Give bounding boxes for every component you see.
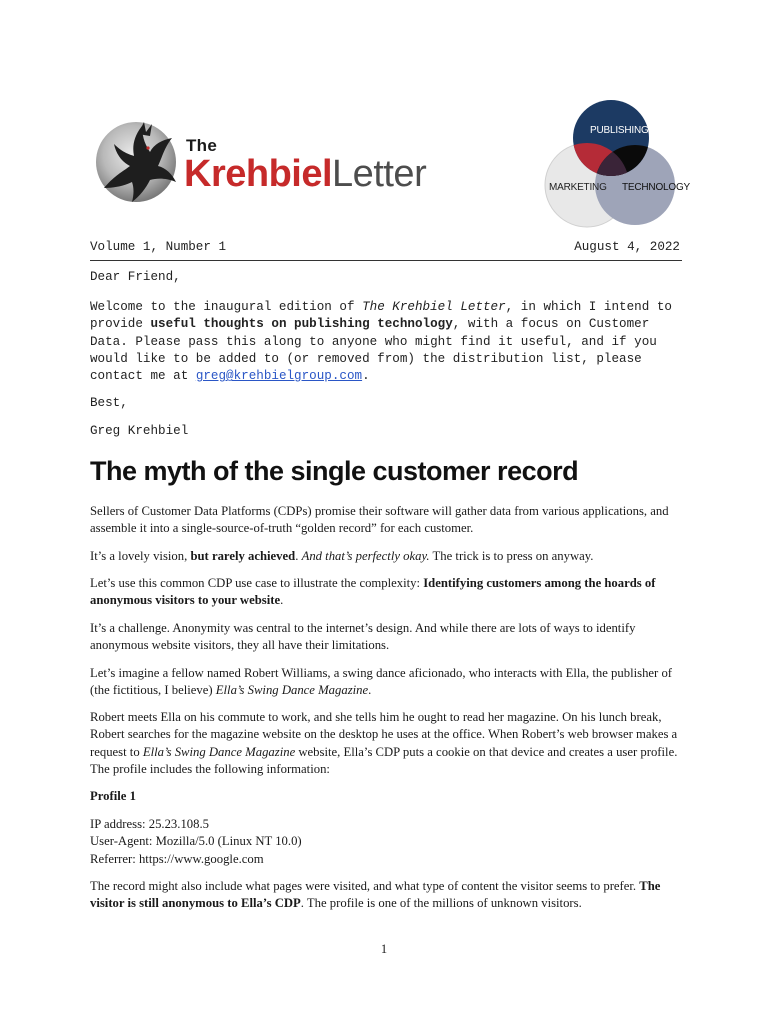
- closing: Best,: [90, 396, 128, 410]
- article-paragraph-3: [90, 575, 690, 610]
- venn-circles: [542, 100, 680, 228]
- para3-text-a: Let’s use this common CDP use case to illustrate the complexity:: [90, 576, 424, 590]
- article-paragraph-1: Sellers of Customer Data Platforms (CDPs) promise their software will gather data from various applications, and assemble it into a single-source-of-truth “golden record” for each customer.: [90, 504, 669, 536]
- para2-text-c: The trick is to press on anyway.: [429, 549, 594, 563]
- logo-wordmark: [184, 152, 426, 196]
- para5-text-b: .: [368, 683, 372, 698]
- profile-ip-address: IP address: 25.23.108.5: [90, 817, 209, 831]
- para2-bold: but rarely achieved: [190, 549, 296, 563]
- para7-text-a: The record might also include what pages were visited, and what type of content the visitor seems to prefer.: [90, 879, 640, 893]
- logo-the-text: The: [186, 136, 218, 155]
- para6-text-b: website, Ella’s CDP puts a cookie on that device and creates a user profile. The profile includes the following information:: [90, 744, 678, 777]
- para2-italic: And that’s perfectly okay.: [301, 549, 430, 563]
- krehbiel-letter-logo: [92, 118, 462, 210]
- para3-bold: Identifying customers among the hoards of anonymous visitors to your website: [90, 576, 656, 608]
- profile-details: [90, 816, 690, 868]
- intro-text-4: .: [362, 369, 370, 384]
- venn-label-technology: TECHNOLOGY: [622, 182, 691, 193]
- venn-label-marketing: MARKETING: [549, 182, 607, 193]
- intro-emphasis: useful thoughts on publishing technology: [150, 317, 453, 332]
- raven-emblem-icon: [92, 118, 184, 210]
- salutation: Dear Friend,: [90, 270, 181, 284]
- article-paragraph-4: It’s a challenge. Anonymity was central to the internet’s design. And while there are lots of ways to identify anonymous website visitors, they all have their limitations.: [90, 621, 636, 653]
- signature: Greg Krehbiel: [90, 424, 189, 438]
- para6-text-a: Robert meets Ella on his commute to work, and she tells him he ought to read her magazine. On his lunch break, Robert searches for the magazine website on the desktop he uses at the office. When Robert’s web browser makes a request to: [90, 710, 678, 759]
- logo-brand-text: Krehbiel: [184, 153, 333, 195]
- intro-text-2: , in which I intend to provide: [90, 300, 672, 332]
- venn-label-publishing: PUBLISHING: [590, 125, 649, 136]
- intro-text-3: , with a focus on Customer Data. Please pass this along to anyone who might find it useful, and if you would like to be added to (or removed from) the distribution list, please contact me at: [90, 317, 657, 384]
- page-number: 1: [380, 942, 388, 956]
- venn-diagram: [542, 100, 691, 228]
- logo-letter-text: Letter: [332, 153, 427, 195]
- contact-email-link[interactable]: greg@krehbielgroup.com: [195, 369, 363, 384]
- profile-heading: [90, 788, 690, 805]
- magazine-title-italic: Ella’s Swing Dance Magazine: [215, 683, 369, 698]
- para2-text-a: It’s a lovely vision,: [90, 549, 191, 563]
- profile-referrer: Referrer: https://www.google.com: [90, 851, 264, 866]
- para3-text-b: .: [280, 593, 284, 608]
- intro-text-1: Welcome to the inaugural edition of: [90, 300, 363, 314]
- article-paragraph-6: [90, 709, 690, 779]
- article-paragraph-2: [90, 548, 690, 565]
- para5-text-a: Let’s imagine a fellow named Robert Williams, a swing dance aficionado, who interacts with Ella, the publisher of (the fictitious, I believe): [90, 666, 673, 698]
- para2-text-b: .: [295, 549, 302, 563]
- volume-number: Volume 1, Number 1: [90, 240, 227, 254]
- article-paragraph-7: [90, 878, 690, 913]
- newsletter-title-italic: The Krehbiel Letter: [362, 300, 506, 314]
- article-paragraph-5: [90, 665, 690, 700]
- intro-paragraph: [90, 299, 690, 385]
- profile-user-agent: User-Agent: Mozilla/5.0 (Linux NT 10.0): [90, 834, 302, 849]
- profile-heading-text: Profile 1: [90, 789, 136, 803]
- magazine-title-italic-2: Ella’s Swing Dance Magazine: [142, 744, 296, 759]
- issue-date: August 4, 2022: [574, 240, 680, 254]
- issue-info-bar: [90, 240, 682, 261]
- para7-text-b: . The profile is one of the millions of unknown visitors.: [300, 896, 582, 911]
- article-headline: The myth of the single customer record: [90, 456, 579, 486]
- para7-bold: The visitor is still anonymous to Ella’s CDP: [90, 879, 661, 911]
